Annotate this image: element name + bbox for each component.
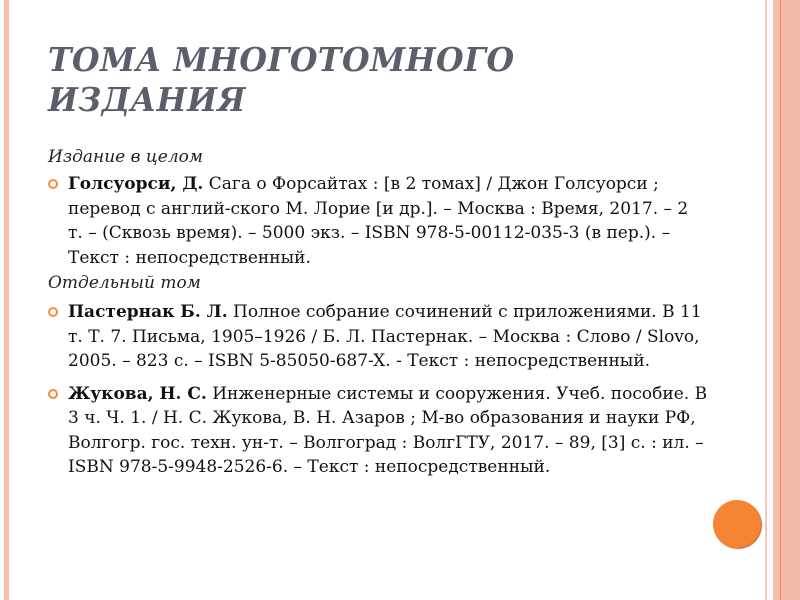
section-label-single-volume: Отдельный том bbox=[48, 273, 201, 293]
entry-author: Голсуорси, Д. bbox=[68, 174, 204, 194]
right-decorative-band bbox=[773, 0, 800, 600]
entry-author: Пастернак Б. Л. bbox=[68, 302, 228, 322]
orange-circle-decoration bbox=[713, 500, 761, 548]
entry-author: Жукова, Н. С. bbox=[68, 383, 207, 404]
ring-bullet-icon bbox=[48, 307, 58, 317]
bibliography-entry bbox=[48, 382, 708, 480]
slide-title: ТОМА МНОГОТОМНОГО ИЗДАНИЯ bbox=[48, 40, 515, 119]
ring-bullet-icon bbox=[48, 179, 58, 189]
section-label-whole-edition: Издание в целом bbox=[48, 147, 203, 167]
bibliography-entry bbox=[48, 300, 708, 374]
slide-content bbox=[48, 146, 708, 488]
right-decorative-line bbox=[765, 0, 767, 600]
entry-text: Сага о Форсайтах : [в 2 томах] / Джон Голсуорси ; перевод с англий-ского М. Лорие [и др.]. – Москва : Время, 2017. – 2 т. – (Сквозь время). – 5000 экз. – ISBN 978-5-00112-035-3 (в пер.). – Текст : непосредственный. bbox=[68, 174, 689, 268]
entry-text: Полное собрание сочинений с приложениями. В 11 т. Т. 7. Письма, 1905–1926 / Б. Л. Пастернак. – Москва : Слово / Slovo, 2005. – 823 с. – ISBN 5-85050-687-X. - Текст : непосредственный. bbox=[68, 302, 702, 371]
ring-bullet-icon bbox=[48, 389, 58, 399]
bibliography-entry bbox=[48, 172, 708, 270]
entry-text: Инженерные системы и сооружения. Учеб. пособие. В 3 ч. Ч. 1. / Н. С. Жукова, В. Н. Азаров ; М-во образования и науки РФ, Волгогр. гос. техн. ун-т. – Волгоград : ВолгГТУ, 2017. – 89, [3] с. : ил. – ISBN 978-5-9948-2526-6. – Текст : непосредственный. bbox=[68, 383, 708, 477]
left-decorative-bar bbox=[4, 0, 9, 600]
